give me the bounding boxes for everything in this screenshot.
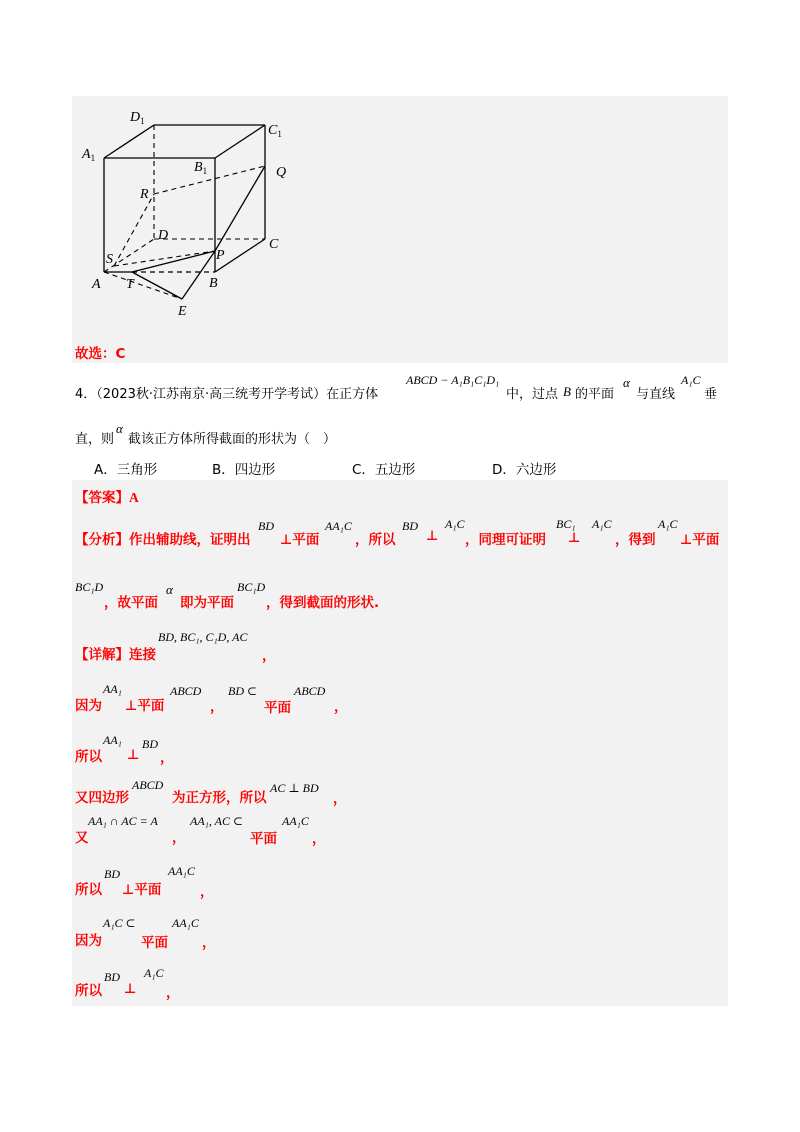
detail-comma: ， [262,648,276,664]
line-because-2-aa1c: AA₁C [172,916,199,930]
analysis2-bc1d-2: BC₁D [237,580,266,594]
analysis-similarly: ，同理可证明 [465,532,546,548]
analysis-get: ，得到 [615,532,656,548]
option-a[interactable]: A．三角形 [94,462,158,478]
detail-label: 【详解】连接 [75,647,156,663]
line-intersect: AA₁ ∩ AC = A [88,814,158,828]
line-because-1-aa1: AA₁ [103,682,122,696]
analysis2-bc1d: BC₁D [75,580,104,594]
label-e: E [178,304,187,319]
analysis2-alpha: α [166,582,173,597]
line-because-1-abcd-2: ABCD [294,684,326,698]
line-so-1-perp: ⊥ [127,747,140,763]
question-line-2b: 截该正方体所得截面的形状为（ ） [128,432,337,447]
question-line-1 [75,383,378,402]
line-intersect-comma: ， [172,830,186,846]
label-r: R [140,187,149,202]
line-because-1-bd-sub: BD ⊂ [228,684,258,698]
line-so-1-comma: ， [160,750,174,766]
line-so-2: 所以 [75,882,102,898]
line-so-2-aa1c: AA₁C [168,864,195,878]
analysis-so: ，所以 [355,532,396,548]
analysis2-is-plane: 即为平面 [180,595,234,611]
line-so-2-comma: ， [200,884,214,900]
question-line-2: 直，则 [75,432,115,447]
question-t4: 垂 [704,387,718,402]
analysis2-so-plane: ，故平面 [104,595,158,611]
analysis-perp: ⊥ [426,528,439,544]
question-alpha: α [623,375,630,390]
line-also-quad-comma: ， [333,791,347,807]
label-b1: $B_1$ [194,160,208,176]
question-point: B [563,384,571,399]
previous-answer: 故选：C [75,346,126,362]
line-so-2-bd: BD [104,867,120,881]
line-because-2-a1c: A₁C ⊂ [103,916,136,930]
question-source: （2023秋·江苏南京·高三统考开学考试）在正方体 [96,387,379,402]
solution-panel [72,480,728,1006]
label-p: P [216,248,225,263]
question-t1: 中，过点 [506,387,559,402]
analysis-perp-2: ⊥ [568,530,581,546]
label-b: B [209,276,218,291]
option-d[interactable]: D．六边形 [492,462,557,478]
question-number: 4． [75,387,97,402]
line-because-1-plane: 平面 [264,700,291,716]
detail-connect-math: BD, BC₁, C₁D, AC [158,630,248,644]
analysis-label: 【分析】作出辅助线，证明出 [75,532,251,548]
line-aa1c: AA₁C [282,814,309,828]
label-a1: $A_1$ [82,147,96,163]
label-s: S [106,252,113,267]
analysis-a1c-3: A₁C [658,517,678,531]
analysis-bd: BD [258,519,274,533]
label-c1: $C_1$ [268,123,282,139]
answer-line: 【答案】A [75,490,139,506]
line-because-1-comma: ， [210,699,224,715]
line-so-3-bd: BD [104,970,120,984]
analysis-bc1: BC₁ [556,517,576,531]
line-so-1: 所以 [75,749,102,765]
label-t: T [126,277,134,292]
line-so-2-perp-plane: ⊥平面 [122,882,162,898]
label-a: A [92,277,101,292]
line-so-3-comma: ， [166,985,180,1001]
question-t2: 的平面 [575,387,615,402]
analysis-a1c-2: A₁C [592,517,612,531]
line-because-1: 因为 [75,698,102,714]
question-t3: 与直线 [636,387,676,402]
line-because-2: 因为 [75,933,102,949]
line-because-1-perp: ⊥平面 [125,698,165,714]
line-plane-2: 平面 [250,831,277,847]
question-line-a1c: A₁C [681,373,701,387]
line-also: 又 [75,830,89,846]
line-is-square: 为正方形，所以 [172,790,267,806]
line-also-comma-2: ， [312,831,326,847]
line-also-quad-abcd: ABCD [132,778,164,792]
line-so-1-aa1: AA₁ [103,733,122,747]
analysis-perp-plane-2: ⊥平面 [680,532,720,548]
analysis2-result: ，得到截面的形状. [266,595,380,611]
line-so-1-bd: BD [142,737,158,751]
line-so-3-a1c: A₁C [144,966,164,980]
line-because-2-plane: 平面 [141,935,168,951]
line-so-3-perp: ⊥ [124,981,137,997]
option-b[interactable]: B．四边形 [212,462,276,478]
analysis-perp-plane: ⊥平面 [280,532,320,548]
line-because-1-comma-2: ， [334,699,348,715]
label-d: D [158,228,169,243]
question-cube: ABCD − A₁B₁C₁D₁ [406,373,500,387]
option-c[interactable]: C．五边形 [352,462,416,478]
line-because-2-comma: ， [202,935,216,951]
line-ac-perp-bd: AC ⊥ BD [270,781,319,795]
analysis-bd-2: BD [402,519,418,533]
question-alpha-2: α [116,421,123,436]
line-aa1-ac-sub: AA₁, AC ⊂ [190,814,244,828]
label-d1: $D_1$ [130,110,145,126]
analysis-a1c: A₁C [445,517,465,531]
label-q: Q [276,165,287,180]
line-also-quad: 又四边形 [75,790,129,806]
cube-figure [72,96,312,326]
label-c: C [269,237,279,252]
line-because-1-abcd: ABCD [170,684,202,698]
line-so-3: 所以 [75,983,102,999]
analysis-aa1c: AA₁C [325,519,352,533]
